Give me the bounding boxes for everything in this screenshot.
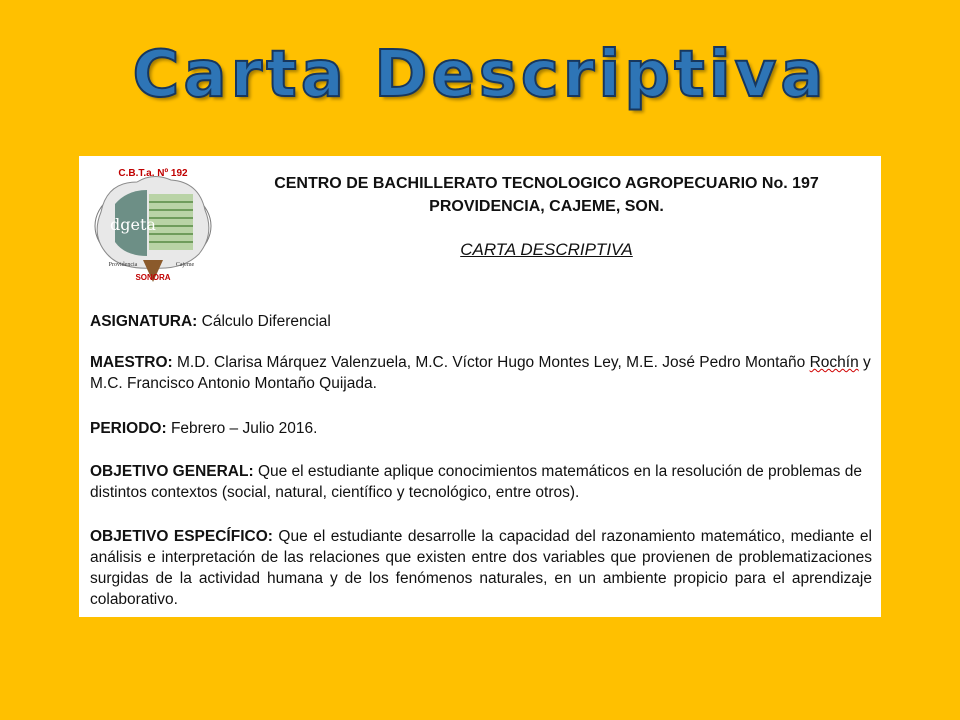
- asignatura-label: ASIGNATURA:: [90, 313, 198, 330]
- field-objetivo-general: [90, 461, 872, 503]
- logo-ring-left: Providencia: [108, 262, 138, 268]
- maestro-value-part2: y M.C. Francisco Antonio Montaño Quijada.: [90, 354, 871, 392]
- asignatura-value: Cálculo Diferencial: [197, 313, 331, 330]
- document-heading: CARTA DESCRIPTIVA: [460, 240, 633, 259]
- logo-bottom-text: SONORA: [135, 273, 171, 282]
- periodo-value: Febrero – Julio 2016.: [166, 420, 318, 437]
- school-name: CENTRO DE BACHILLERATO TECNOLOGICO AGROPECUARIO No. 197: [274, 175, 819, 192]
- slide-title: Carta Descriptiva: [132, 38, 828, 112]
- logo-center-text: dgeta: [110, 215, 156, 234]
- objetivo-especifico-value: Que el estudiante desarrolle la capacidad del razonamiento matemático, mediante el análisis e interpretación de las relaciones que existen entre dos variables que provienen de problematizaciones surgidas de la actividad humana y de los fenómenos naturales, en un ambiente propicio para el aprendizaje colaborativo.: [90, 528, 872, 608]
- field-periodo: [90, 418, 872, 439]
- field-maestro: [90, 352, 872, 394]
- logo-ring-right: Cajeme: [175, 262, 195, 268]
- school-logo: [87, 164, 219, 284]
- maestro-value-part1: M.D. Clarisa Márquez Valenzuela, M.C. Víctor Hugo Montes Ley, M.E. José Pedro Montaño: [172, 354, 810, 371]
- document-image: [79, 156, 881, 617]
- field-asignatura: [90, 311, 872, 332]
- maestro-spellcheck-word: Rochín: [809, 354, 859, 371]
- school-location: PROVIDENCIA, CAJEME, SON.: [429, 198, 664, 215]
- logo-top-text: C.B.T.a. Nº 192: [118, 168, 188, 179]
- objetivo-general-label: OBJETIVO GENERAL:: [90, 463, 254, 480]
- periodo-label: PERIODO:: [90, 420, 167, 437]
- objetivo-especifico-label: OBJETIVO ESPECÍFICO:: [90, 528, 273, 545]
- field-objetivo-especifico: [90, 526, 872, 610]
- objetivo-general-value: Que el estudiante aplique conocimientos matemáticos en la resolución de problemas de distintos contextos (social, natural, científico y tecnológico, entre otros).: [90, 463, 862, 501]
- maestro-label: MAESTRO:: [90, 354, 173, 371]
